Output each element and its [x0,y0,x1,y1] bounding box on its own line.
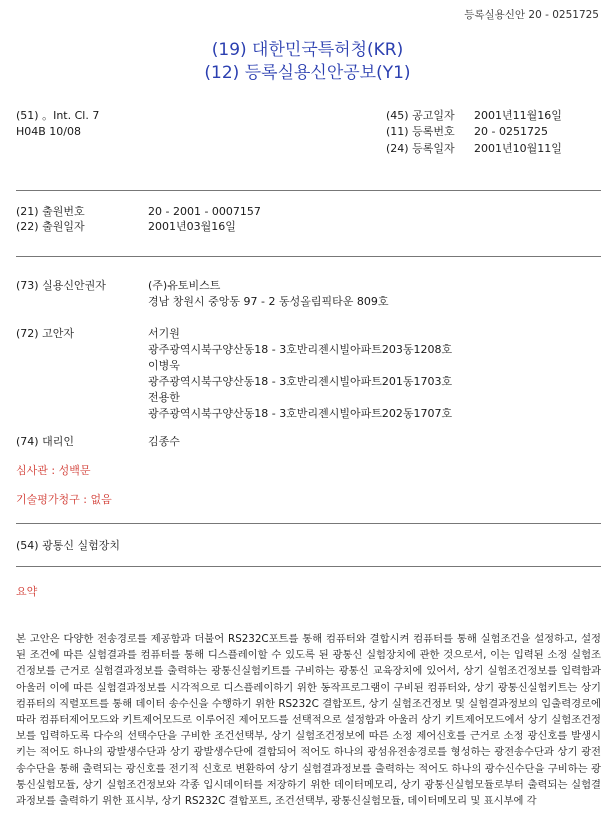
inventor-name: 전용한 [148,391,180,404]
agent-label: (74) 대리인 [16,435,74,448]
agent-name: 김종수 [148,435,180,448]
examiner: 심사관 : 성백문 [16,464,91,477]
divider [16,256,601,257]
publication-title: (12) 등록실용신안공보(Y1) [204,63,411,83]
inventor-address: 광주광역시북구양산동18 - 3호반리젠시빌아파트201동1703호 [148,375,453,388]
reg-date-value: 2001년10월11일 [474,142,562,155]
inventor-address: 광주광역시북구양산동18 - 3호반리젠시빌아파트202동1707호 [148,407,453,420]
holder-label: (73) 실용신안권자 [16,279,106,292]
abstract-heading: 요약 [16,585,38,598]
app-no-value: 20 - 2001 - 0007157 [148,205,261,218]
app-date-label: (22) 출원일자 [16,220,85,233]
pub-date-value: 2001년11월16일 [474,109,562,122]
divider [16,566,601,567]
reg-no-label: (11) 등록번호 [386,125,455,138]
pub-date-label: (45) 공고일자 [386,109,455,122]
int-cl-value: H04B 10/08 [16,125,82,138]
inventor-address: 광주광역시북구양산동18 - 3호반리젠시빌아파트203동1208호 [148,343,453,356]
document-id: 등록실용신안 20 - 0251725 [464,9,599,21]
app-no-label: (21) 출원번호 [16,205,85,218]
office-title: (19) 대한민국특허청(KR) [211,40,404,60]
divider [16,523,601,524]
inventor-label: (72) 고안자 [16,327,74,340]
divider [16,190,601,191]
holder-name: (주)유토비스트 [148,279,221,292]
abstract-body: 본 고안은 다양한 전송경로를 제공함과 더불어 RS232C포트를 통해 컴퓨터와 결합시켜 컴퓨터를 통해 실험조건을 설정하고, 설정된 조건에 따른 실험결과를 컴퓨터를 통해 디스플레이할 수 있도록 된 광통신 실험장치에 관한 것으로서, 이는 입력된 소정 실험조건정보를 근거로 실험결과정보를 출력하는 광통신실험키트를 구비하는 광통신 교육장치에 있어서, 상기 실험조건정보를 입력함과 아울러 이에 따른 실험결과정보를 시각적으로 디스플레이하기 위한 동작프로그램이 구비된 컴퓨터와, 상기 광통신실험키트는 상기 컴퓨터의 직렬포트를 통해 데이터 송수신을 수행하기 위한 RS232C 결합포트, 상기 실험조건정보 및 실험결과정보의 입출력경로에 따라 컴퓨터제어모드와 키트제어모드로 이루어진 제어모드를 선택적으로 설정함과 아울러 상기 키트제어모드에서 상기 실험조건정보를 입력하도록 다수의 선택수단을 구비한 조건선택부, 상기 실험조건정보에 따른 소정 제어신호를 근거로 소정 광신호를 발생시키는 적어도 하나의 광발생수단과 상기 광발생수단에 결합되어 적어도 하나의 광섬유전송경로를 형성하는 광전송수단과 상기 광전송수단을 통해 출력되는 광신호를 전기적 신호로 변환하여 상기 실험결과정보를 출력하는 적어도 하나의 광수신수단을 구비하는 광통신실험모듈, 상기 실험조건정보와 각종 입시데이터를 저장하기 위한 데이터메모리, 상기 광통신실험모듈로부터 출력되는 실험결과정보를 출력하기 위한 표시부, 상기 RS232C 결합포트, 조건선택부, 광통신실험모듈, 데이터메모리 및 표시부에 각 [16,633,601,808]
reg-date-label: (24) 등록일자 [386,142,455,155]
int-cl-label: (51) 。Int. Cl. 7 [16,109,100,122]
invention-title: (54) 광통신 실험장치 [16,539,120,552]
tech-eval: 기술평가청구 : 없음 [16,493,112,506]
holder-address: 경남 창원시 중앙동 97 - 2 동성올림픽타운 809호 [148,295,389,308]
reg-no-value: 20 - 0251725 [474,125,548,138]
inventor-name: 서기원 [148,327,180,340]
inventor-name: 이병욱 [148,359,180,372]
app-date-value: 2001년03월16일 [148,220,236,233]
